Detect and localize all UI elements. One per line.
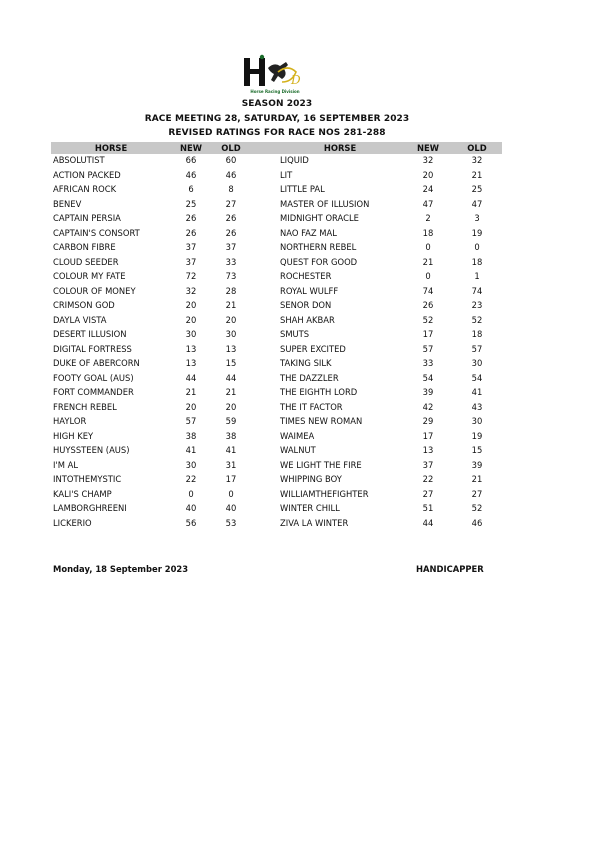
left-horse-name: HAYLOR xyxy=(53,416,87,426)
race-meeting-title: RACE MEETING 28, SATURDAY, 16 SEPTEMBER 2023 xyxy=(144,114,410,124)
right-new-rating: 57 xyxy=(422,343,434,354)
right-horse-name: WE LIGHT THE FIRE xyxy=(280,459,362,470)
right-new-rating: 54 xyxy=(422,372,434,383)
left-old-rating: 60 xyxy=(225,155,237,165)
right-horse-name: WINTER CHILL xyxy=(280,503,340,513)
column-header-horse-left: HORSE xyxy=(94,143,128,153)
right-old-rating: 52 xyxy=(471,503,483,513)
left-old-rating: 33 xyxy=(225,256,237,267)
svg-text:D: D xyxy=(291,73,301,87)
column-header-horse-right: HORSE xyxy=(323,143,357,153)
right-old-rating: 18 xyxy=(471,256,483,267)
table-row xyxy=(51,444,502,459)
left-horse-name: FORT COMMANDER xyxy=(53,387,134,397)
left-new-rating: 26 xyxy=(185,213,197,223)
right-horse-name: NORTHERN REBEL xyxy=(280,242,357,252)
right-old-rating: 47 xyxy=(471,198,483,209)
right-horse-name: SUPER EXCITED xyxy=(280,343,346,354)
left-old-rating: 20 xyxy=(225,314,237,325)
hrd-logo xyxy=(242,54,308,98)
left-old-rating: 44 xyxy=(225,372,237,383)
right-horse-name: LITTLE PAL xyxy=(280,184,325,194)
right-new-rating: 74 xyxy=(422,285,434,296)
table-row xyxy=(51,285,502,300)
right-new-rating: 27 xyxy=(422,488,434,499)
right-horse-name: THE EIGHTH LORD xyxy=(280,387,358,397)
right-new-rating: 44 xyxy=(422,517,434,528)
right-old-rating: 23 xyxy=(471,300,483,310)
left-new-rating: 13 xyxy=(185,343,197,354)
right-old-rating: 27 xyxy=(471,488,483,499)
table-body xyxy=(51,154,502,531)
left-old-rating: 40 xyxy=(225,503,237,513)
left-new-rating: 37 xyxy=(185,256,197,267)
table-row xyxy=(51,502,502,517)
right-old-rating: 19 xyxy=(471,227,483,238)
right-new-rating: 37 xyxy=(422,459,434,470)
right-old-rating: 54 xyxy=(471,372,483,383)
right-old-rating: 21 xyxy=(471,474,483,484)
right-new-rating: 52 xyxy=(422,314,434,325)
right-horse-name: THE IT FACTOR xyxy=(280,401,343,412)
right-new-rating: 13 xyxy=(422,445,434,455)
right-old-rating: 52 xyxy=(471,314,483,325)
left-old-rating: 27 xyxy=(225,198,237,209)
left-horse-name: HUYSSTEEN (AUS) xyxy=(53,445,130,455)
column-header-new-left: NEW xyxy=(180,143,202,153)
left-horse-name: CAPTAIN PERSIA xyxy=(53,213,121,223)
column-header-old-right: OLD xyxy=(467,143,487,153)
left-old-rating: 46 xyxy=(225,169,237,180)
left-horse-name: COLOUR OF MONEY xyxy=(53,285,136,296)
table-row xyxy=(51,517,502,532)
right-new-rating: 22 xyxy=(422,474,434,484)
right-old-rating: 1 xyxy=(474,271,480,281)
right-old-rating: 30 xyxy=(471,358,483,368)
right-new-rating: 39 xyxy=(422,387,434,397)
left-new-rating: 25 xyxy=(185,198,197,209)
left-new-rating: 20 xyxy=(185,300,197,310)
footer-date: Monday, 18 September 2023 xyxy=(53,564,189,574)
right-new-rating: 0 xyxy=(425,271,431,281)
table-row xyxy=(51,270,502,285)
left-old-rating: 41 xyxy=(225,445,237,455)
left-horse-name: CARBON FIBRE xyxy=(53,242,116,252)
right-horse-name: NAO FAZ MAL xyxy=(280,227,337,238)
left-horse-name: DIGITAL FORTRESS xyxy=(53,343,132,354)
left-new-rating: 41 xyxy=(185,445,197,455)
right-horse-name: QUEST FOR GOOD xyxy=(280,256,358,267)
right-horse-name: TIMES NEW ROMAN xyxy=(280,416,363,426)
right-horse-name: ROYAL WULFF xyxy=(280,285,339,296)
right-new-rating: 17 xyxy=(422,430,434,441)
right-new-rating: 17 xyxy=(422,329,434,339)
table-row xyxy=(51,154,502,169)
left-horse-name: CAPTAIN'S CONSORT xyxy=(53,227,140,238)
right-new-rating: 32 xyxy=(422,155,434,165)
right-new-rating: 0 xyxy=(425,242,431,252)
table-row xyxy=(51,473,502,488)
right-horse-name: WILLIAMTHEFIGHTER xyxy=(280,488,369,499)
right-horse-name: ROCHESTER xyxy=(280,271,332,281)
table-row xyxy=(51,430,502,445)
left-horse-name: DESERT ILLUSION xyxy=(53,329,127,339)
left-old-rating: 30 xyxy=(225,329,237,339)
right-old-rating: 21 xyxy=(471,169,483,180)
table-row xyxy=(51,198,502,213)
horse-logo-icon xyxy=(242,54,308,90)
right-horse-name: MASTER OF ILLUSION xyxy=(280,198,370,209)
right-horse-name: LIT xyxy=(280,169,293,180)
left-horse-name: CLOUD SEEDER xyxy=(53,256,119,267)
left-new-rating: 22 xyxy=(185,474,197,484)
right-horse-name: SMUTS xyxy=(280,329,310,339)
table-row xyxy=(51,299,502,314)
right-horse-name: THE DAZZLER xyxy=(280,372,339,383)
left-new-rating: 30 xyxy=(185,459,197,470)
left-old-rating: 26 xyxy=(225,227,237,238)
right-new-rating: 18 xyxy=(422,227,434,238)
table-row xyxy=(51,357,502,372)
right-old-rating: 0 xyxy=(474,242,480,252)
left-horse-name: ACTION PACKED xyxy=(53,169,121,180)
left-new-rating: 46 xyxy=(185,169,197,180)
left-old-rating: 37 xyxy=(225,242,237,252)
right-new-rating: 24 xyxy=(422,184,434,194)
right-old-rating: 46 xyxy=(471,517,483,528)
right-new-rating: 21 xyxy=(422,256,434,267)
table-row xyxy=(51,314,502,329)
right-new-rating: 29 xyxy=(422,416,434,426)
right-old-rating: 74 xyxy=(471,285,483,296)
table-row xyxy=(51,328,502,343)
table-row xyxy=(51,256,502,271)
left-old-rating: 38 xyxy=(225,430,237,441)
left-new-rating: 40 xyxy=(185,503,197,513)
ratings-table xyxy=(51,142,502,531)
right-old-rating: 43 xyxy=(471,401,483,412)
right-horse-name: MIDNIGHT ORACLE xyxy=(280,213,359,223)
left-old-rating: 0 xyxy=(228,488,234,499)
left-old-rating: 73 xyxy=(225,271,237,281)
right-old-rating: 57 xyxy=(471,343,483,354)
left-horse-name: BENEV xyxy=(53,198,82,209)
right-old-rating: 19 xyxy=(471,430,483,441)
left-horse-name: HIGH KEY xyxy=(53,430,94,441)
left-horse-name: DAYLA VISTA xyxy=(53,314,107,325)
left-horse-name: KALI'S CHAMP xyxy=(53,488,112,499)
right-old-rating: 18 xyxy=(471,329,483,339)
left-new-rating: 13 xyxy=(185,358,197,368)
left-horse-name: ABSOLUTIST xyxy=(53,155,105,165)
right-new-rating: 33 xyxy=(422,358,434,368)
left-new-rating: 20 xyxy=(185,314,197,325)
right-new-rating: 47 xyxy=(422,198,434,209)
table-row xyxy=(51,401,502,416)
table-row xyxy=(51,212,502,227)
right-old-rating: 41 xyxy=(471,387,483,397)
table-row xyxy=(51,415,502,430)
left-horse-name: INTOTHEMYSTIC xyxy=(53,474,122,484)
left-old-rating: 21 xyxy=(225,300,237,310)
left-horse-name: AFRICAN ROCK xyxy=(53,184,117,194)
left-horse-name: COLOUR MY FATE xyxy=(53,271,126,281)
table-row xyxy=(51,459,502,474)
left-new-rating: 56 xyxy=(185,517,197,528)
column-header-old-left: OLD xyxy=(221,143,241,153)
left-new-rating: 38 xyxy=(185,430,197,441)
right-old-rating: 32 xyxy=(471,155,483,165)
season-title: SEASON 2023 xyxy=(241,99,313,109)
table-row xyxy=(51,343,502,358)
left-old-rating: 59 xyxy=(225,416,237,426)
left-new-rating: 44 xyxy=(185,372,197,383)
right-new-rating: 26 xyxy=(422,300,434,310)
left-new-rating: 37 xyxy=(185,242,197,252)
left-old-rating: 13 xyxy=(225,343,237,354)
left-horse-name: LICKERIO xyxy=(53,517,92,528)
table-row xyxy=(51,372,502,387)
left-new-rating: 21 xyxy=(185,387,197,397)
right-horse-name: SENOR DON xyxy=(280,300,332,310)
left-old-rating: 26 xyxy=(225,213,237,223)
table-row xyxy=(51,488,502,503)
left-old-rating: 8 xyxy=(228,184,234,194)
left-new-rating: 30 xyxy=(185,329,197,339)
left-horse-name: FOOTY GOAL (AUS) xyxy=(53,372,134,383)
right-old-rating: 25 xyxy=(471,184,483,194)
right-horse-name: WALNUT xyxy=(280,445,316,455)
right-old-rating: 3 xyxy=(474,213,480,223)
left-horse-name: I'M AL xyxy=(53,459,79,470)
left-new-rating: 72 xyxy=(185,271,197,281)
footer-signature: HANDICAPPER xyxy=(416,564,484,574)
left-old-rating: 21 xyxy=(225,387,237,397)
left-new-rating: 66 xyxy=(185,155,197,165)
left-old-rating: 53 xyxy=(225,517,237,528)
right-new-rating: 42 xyxy=(422,401,434,412)
left-horse-name: FRENCH REBEL xyxy=(53,401,117,412)
left-horse-name: LAMBORGHREENI xyxy=(53,503,127,513)
table-row xyxy=(51,183,502,198)
revised-ratings-title: REVISED RATINGS FOR RACE NOS 281-288 xyxy=(168,128,386,138)
right-new-rating: 20 xyxy=(422,169,434,180)
left-old-rating: 31 xyxy=(225,459,237,470)
right-old-rating: 30 xyxy=(471,416,483,426)
left-horse-name: DUKE OF ABERCORN xyxy=(53,358,140,368)
left-new-rating: 20 xyxy=(185,401,197,412)
left-new-rating: 32 xyxy=(185,285,197,296)
left-old-rating: 15 xyxy=(225,358,237,368)
left-old-rating: 20 xyxy=(225,401,237,412)
right-horse-name: ZIVA LA WINTER xyxy=(280,517,349,528)
left-horse-name: CRIMSON GOD xyxy=(53,300,115,310)
left-old-rating: 28 xyxy=(225,285,237,296)
right-old-rating: 39 xyxy=(471,459,483,470)
right-horse-name: SHAH AKBAR xyxy=(280,314,335,325)
left-old-rating: 17 xyxy=(225,474,237,484)
right-new-rating: 51 xyxy=(422,503,434,513)
table-row xyxy=(51,386,502,401)
table-row xyxy=(51,169,502,184)
left-new-rating: 6 xyxy=(188,184,194,194)
table-row xyxy=(51,241,502,256)
left-new-rating: 26 xyxy=(185,227,197,238)
table-header xyxy=(51,142,502,154)
right-old-rating: 15 xyxy=(471,445,483,455)
right-horse-name: LIQUID xyxy=(280,155,309,165)
right-new-rating: 2 xyxy=(425,213,431,223)
left-new-rating: 0 xyxy=(188,488,194,499)
right-horse-name: WHIPPING BOY xyxy=(280,474,342,484)
left-new-rating: 57 xyxy=(185,416,197,426)
table-row xyxy=(51,227,502,242)
column-header-new-right: NEW xyxy=(417,143,439,153)
right-horse-name: TAKING SILK xyxy=(280,358,332,368)
logo-caption: Horse Racing Division xyxy=(250,89,300,94)
right-horse-name: WAIMEA xyxy=(280,430,315,441)
